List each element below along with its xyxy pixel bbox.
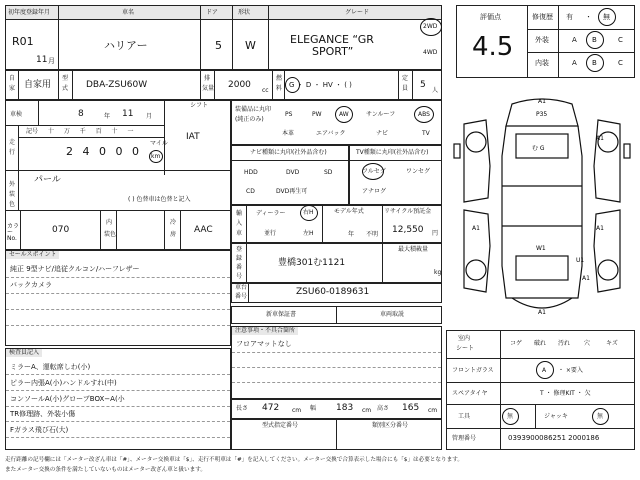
model-value: DBA-ZSU60W <box>86 80 148 90</box>
recycle-value: 12,550 <box>392 225 424 235</box>
diagram-mark: W1 <box>536 245 546 252</box>
tools-label: 工具 <box>458 413 471 420</box>
navi-dvd-play: DVD再生可 <box>276 188 308 195</box>
rule <box>6 374 230 375</box>
car-name-label: 車名 <box>122 9 135 16</box>
car-name-value: ハリアー <box>104 39 148 52</box>
divider <box>180 210 181 250</box>
inspector-line: コンソールA(小)グローブBOX−A(小 <box>10 395 125 403</box>
plate-label-3: 番 <box>236 264 243 271</box>
room-item: 破れ <box>534 340 547 347</box>
mileage-head: 記号 十 万 千 百 十 一 <box>26 128 134 135</box>
room-item: キズ <box>606 340 618 347</box>
rule <box>6 390 230 391</box>
chassis-label-1: 車台 <box>235 284 248 291</box>
divider <box>446 428 635 429</box>
room-label-2: シート <box>456 345 475 352</box>
front-glass-label: フロントガラス <box>452 367 494 374</box>
header-label-row <box>5 5 442 20</box>
model-year-unit: 年 <box>348 231 355 238</box>
navi-sd: SD <box>324 169 333 176</box>
shape-label: 形状 <box>238 9 251 16</box>
sales-line1: 純正 9型ナビ/追従クルコン/ハーフレザー <box>10 265 140 273</box>
reg-month-unit: 月 <box>48 57 55 65</box>
diagram-mark: A1 <box>538 309 546 316</box>
classcode-label: 類別区分番号 <box>372 422 409 429</box>
diagram-mark: A1 <box>582 275 590 282</box>
inspection-year-unit: 年 <box>104 113 111 120</box>
fuel-options: G ・ D ・ HV ・ ( ) <box>289 81 352 89</box>
grade-line2: SPORT” <box>312 45 354 58</box>
equip-ps: PS <box>285 111 293 118</box>
rule <box>232 367 441 368</box>
divider <box>200 70 201 100</box>
rule <box>232 382 441 383</box>
doors-value: 5 <box>215 39 222 52</box>
type-label-2: 式 <box>62 85 69 92</box>
divider <box>232 5 233 70</box>
manage-value: 0393900086251 2000186 <box>508 434 600 442</box>
grade-opt2: 4WD <box>423 49 438 56</box>
import-left: 左H <box>303 230 314 237</box>
equip-leather: 本革 <box>282 130 295 137</box>
exterior-c: C <box>618 36 623 44</box>
divider <box>18 70 19 100</box>
displacement-value: 2000 <box>228 80 251 90</box>
color-no-label: カラー No. <box>7 223 20 242</box>
model-year-label: モデル年式 <box>334 208 364 215</box>
grade-opt1: 2WD <box>423 23 438 30</box>
color-label-3: 色 <box>9 201 16 208</box>
manage-label: 管理番号 <box>452 435 477 442</box>
notes-line1: フロアマットなし <box>236 340 292 348</box>
usage-row <box>5 70 442 100</box>
equip-aw: AW <box>339 111 349 118</box>
condition-yes: 有 <box>566 13 573 21</box>
mileage-label-1: 走 <box>9 139 16 146</box>
tv-label-sub: (社外品含む) <box>393 149 429 156</box>
int-color-label-2: 装色 <box>104 231 117 238</box>
model-year-unknown: 不明 <box>366 231 379 238</box>
divider <box>214 70 215 100</box>
rule <box>6 421 230 422</box>
inspector-label: 検査員記入 <box>6 349 42 357</box>
notes-label: 注意事項・不具合箇所 <box>232 327 298 335</box>
disp-label-1: 排 <box>204 75 211 82</box>
divider <box>100 210 101 250</box>
reg-label: 初年度登録年月 <box>8 9 51 16</box>
room-item: 汚れ <box>558 340 571 347</box>
divider <box>200 5 201 70</box>
diagram-mark: U1 <box>576 257 585 264</box>
recycle-yen: 円 <box>432 230 439 237</box>
import-label-1: 輸 <box>236 210 243 217</box>
room-item: 穴 <box>584 340 591 347</box>
front-glass-a: A <box>542 367 547 374</box>
type-label-1: 型 <box>62 75 69 82</box>
import-label-3: 車 <box>236 230 243 237</box>
rule <box>6 325 230 326</box>
equip-label: 装備品に丸印 <box>235 106 272 113</box>
plate-value: 豊橋301む1121 <box>278 258 346 268</box>
divider <box>336 419 337 450</box>
condition-label: 修復歴 <box>532 13 553 21</box>
len-unit: cm <box>292 407 302 414</box>
diagram-mark: A1 <box>472 225 480 232</box>
footer-line2: またメーター交換の条件を満たしていないものはメーター改ざん車と扱います。 <box>5 467 206 473</box>
divider <box>446 358 635 359</box>
divider <box>446 382 635 383</box>
reg-month: 11 <box>36 55 48 65</box>
divider <box>558 5 559 78</box>
plate-label-2: 録 <box>236 255 243 262</box>
usage-label-2: 家 <box>9 85 16 92</box>
equip-sunroof: サンルーフ <box>366 111 396 118</box>
room-item: コゲ <box>510 340 523 347</box>
divider <box>268 5 269 70</box>
navi-dvd: DVD <box>286 169 300 176</box>
import-parallel: 並行 <box>264 230 277 237</box>
diagram-mark: A1 <box>538 98 546 105</box>
rule <box>6 406 230 407</box>
import-label-2: 入 <box>236 220 243 227</box>
score-label: 評価点 <box>480 13 501 21</box>
divider <box>58 5 59 70</box>
diagram-mark: A1 <box>596 225 604 232</box>
divider <box>527 29 635 30</box>
capacity-unit: 人 <box>432 87 439 94</box>
shift-value: IAT <box>186 132 200 142</box>
equip-tv: TV <box>422 130 430 137</box>
navi-label-sub: (社外品含む) <box>292 149 327 156</box>
inspector-line: ミラーA、運転席しわ(小) <box>10 363 91 371</box>
condition-sep: ・ <box>585 13 592 21</box>
condition-no: 無 <box>603 13 610 21</box>
divider <box>382 205 383 243</box>
recycle-label: リサイクル預託金 <box>384 208 432 215</box>
sales-label: セールスポイント <box>6 251 59 259</box>
divider <box>5 125 164 126</box>
equip-sub: (純正のみ) <box>235 116 264 123</box>
divider <box>5 210 231 211</box>
divider <box>527 5 528 78</box>
diagram-mark: P35 <box>536 111 548 118</box>
shape-value: W <box>245 39 256 52</box>
import-right: 右H <box>303 209 314 216</box>
reg-year: R01 <box>12 35 34 48</box>
color-note: ( ) 色替車は色替と記入 <box>128 196 191 203</box>
typecert-label: 型式指定番号 <box>262 422 299 429</box>
divider <box>116 210 117 250</box>
jack-label: ジャッキ <box>544 413 568 420</box>
diagram-mark: む G <box>532 145 545 152</box>
hgt-label: 高さ <box>377 405 390 412</box>
jack-value: 無 <box>597 413 604 420</box>
exterior-b: B <box>592 36 597 44</box>
interior-label: 内装 <box>535 59 549 67</box>
grade-label: グレード <box>345 9 370 16</box>
hgt-unit: cm <box>428 407 438 414</box>
divider <box>18 125 19 170</box>
aircon-value: AAC <box>194 225 213 235</box>
navi-label-text: ナビ種類に丸印 <box>250 149 293 156</box>
chassis-value: ZSU60-0189631 <box>296 287 370 297</box>
sales-line2: バックカメラ <box>10 281 52 289</box>
mileage-mile: マイル <box>150 140 168 147</box>
color-no-value: 070 <box>52 225 70 235</box>
divider <box>527 52 635 53</box>
diagram-mark: A1 <box>596 135 604 142</box>
plate-label-4: 号 <box>236 273 243 280</box>
divider <box>164 100 165 175</box>
equip-airbag: エアバック <box>316 130 346 137</box>
divider <box>72 70 73 100</box>
tools-value: 無 <box>507 413 514 420</box>
inspection-month: 11 <box>122 109 134 119</box>
capacity-value: 5 <box>420 80 426 90</box>
notes-box <box>231 326 442 399</box>
warranty-manual: 車両取説 <box>380 311 405 318</box>
divider <box>382 243 383 283</box>
max-load-label: 最大積載量 <box>398 246 429 253</box>
inspector-line: Fガラス飛び石(大) <box>10 426 69 434</box>
navi-cd: CD <box>246 188 255 195</box>
inspector-line: TR修理跡、外装小傷 <box>10 410 76 418</box>
color-value: パール <box>34 175 61 185</box>
chassis-label-2: 番号 <box>235 293 248 300</box>
rule <box>6 277 230 278</box>
interior-c: C <box>618 59 623 67</box>
equip-navi: ナビ <box>376 130 389 137</box>
tv-label-text: TV種類に丸印 <box>356 149 394 156</box>
divider <box>246 205 247 243</box>
wid-label: 幅 <box>310 405 317 412</box>
cool-label-1: 冷 <box>170 219 177 226</box>
fuel-label-2: 料 <box>276 85 283 92</box>
navi-hdd: HDD <box>244 169 258 176</box>
divider <box>164 210 165 250</box>
divider <box>38 100 39 125</box>
exterior-a: A <box>572 36 577 44</box>
divider <box>248 283 249 303</box>
divider <box>535 404 536 428</box>
max-load-unit: kg <box>434 269 442 276</box>
exterior-label: 外装 <box>535 36 549 44</box>
car-diagram <box>450 86 635 326</box>
mileage-label-2: 行 <box>9 149 16 156</box>
tv-box <box>349 145 442 205</box>
divider <box>58 70 59 100</box>
len-label: 長さ <box>236 405 249 412</box>
len-value: 472 <box>262 403 280 413</box>
score-value: 4.5 <box>472 32 514 62</box>
mileage-digits: 2 4 0 0 0 <box>66 145 139 158</box>
color-label-2: 装 <box>9 191 16 198</box>
inspection-month-unit: 月 <box>146 113 153 120</box>
wid-unit: cm <box>362 407 372 414</box>
usage-label-1: 自 <box>9 75 16 82</box>
equip-pw: PW <box>312 111 322 118</box>
cap-label-2: 員 <box>402 85 409 92</box>
cap-label-1: 定 <box>402 75 409 82</box>
shift-label: シフト <box>190 102 209 109</box>
inspector-line: ピラー内張A(小)ハンドルすれ(中) <box>10 379 117 387</box>
spare-items: T ・ 修理KIT ・ 欠 <box>540 390 591 397</box>
divider <box>18 170 19 210</box>
displacement-unit: cc <box>262 87 269 94</box>
divider <box>18 137 164 138</box>
divider <box>20 210 21 250</box>
rule <box>6 309 230 310</box>
disp-label-2: 気量 <box>202 85 215 92</box>
mileage-km: km <box>151 153 161 160</box>
equip-abs: ABS <box>418 111 430 118</box>
wid-value: 183 <box>336 403 354 413</box>
divider <box>500 330 501 450</box>
divider <box>336 306 337 324</box>
rule <box>232 352 441 353</box>
divider <box>322 205 323 243</box>
color-label-1: 外 <box>9 181 16 188</box>
navi-label <box>250 150 327 156</box>
front-glass-sep: ・ ×要入 <box>558 367 583 374</box>
grade-line1: ELEGANCE “GR <box>290 33 374 46</box>
rule <box>6 293 230 294</box>
doors-label: ドア <box>206 9 218 16</box>
divider <box>272 70 273 100</box>
divider <box>412 70 413 100</box>
int-color-label-1: 内 <box>106 219 113 226</box>
rule <box>6 437 230 438</box>
cool-label-2: 房 <box>170 231 177 238</box>
warranty-new: 新車保証書 <box>266 311 297 318</box>
inspection-year: 8 <box>78 109 84 119</box>
spare-label: スペアタイヤ <box>452 390 488 397</box>
footer-line1: 走行距離の記号欄には「メーター改ざん車は「#」、メーター交換車は「$」、走行不明車は「#」を記入してください。メーター交換で合算表示した場合にも「$」は必要となります。 <box>5 457 463 463</box>
interior-b: B <box>592 59 597 67</box>
tv-oneseg: ワンセグ <box>406 168 431 175</box>
inspection-label: 車検 <box>10 111 23 118</box>
room-label-1: 室内 <box>458 335 471 342</box>
import-dealer: ディーラー <box>256 210 286 217</box>
hgt-value: 165 <box>402 403 420 413</box>
usage-value: 自家用 <box>24 80 52 90</box>
tv-analog: アナログ <box>362 188 387 195</box>
divider <box>5 170 231 171</box>
interior-a: A <box>572 59 577 67</box>
divider <box>446 404 635 405</box>
fuel-label-1: 燃 <box>276 75 283 82</box>
plate-label-1: 登 <box>236 246 243 253</box>
divider <box>246 243 247 283</box>
divider <box>398 70 399 100</box>
tv-fullseg: フルセグ <box>362 168 386 175</box>
